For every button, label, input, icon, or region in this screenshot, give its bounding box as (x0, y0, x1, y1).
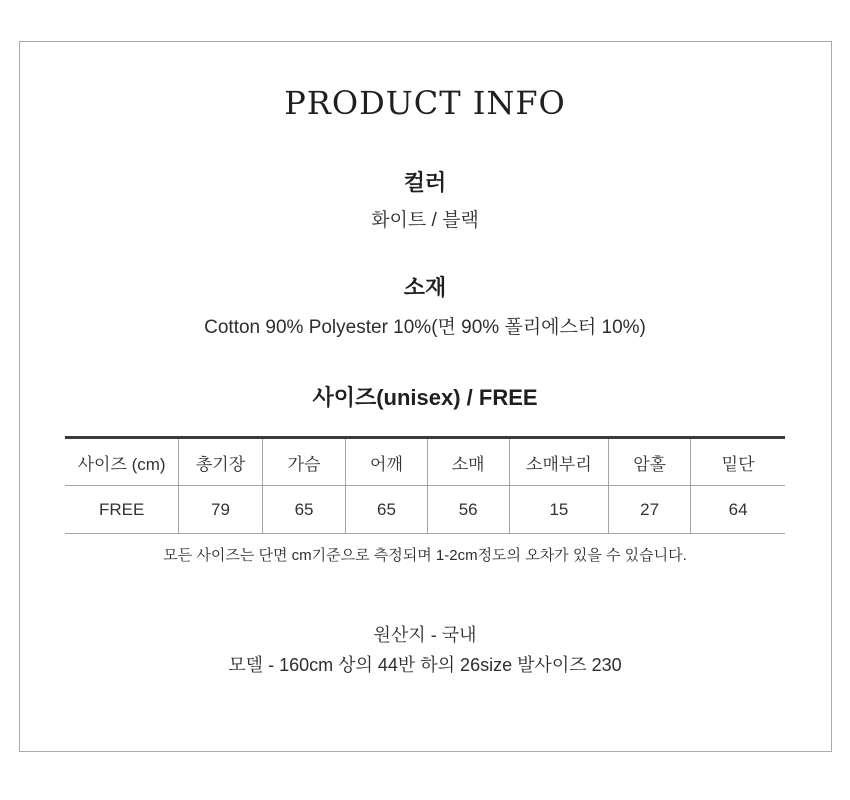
size-cell-hem: 64 (691, 486, 785, 534)
size-cell-sleeve: 56 (427, 486, 509, 534)
model-line: 모델 - 160cm 상의 44반 하의 26size 발사이즈 230 (228, 655, 622, 675)
size-table-header-cuff: 소매부리 (509, 438, 608, 486)
size-table-header-total-length: 총기장 (179, 438, 263, 486)
size-table-row-free (65, 486, 785, 534)
size-table-header-size: 사이즈 (cm) (65, 438, 179, 486)
size-table-header-sleeve: 소매 (427, 438, 509, 486)
size-cell-shoulder: 65 (346, 486, 427, 534)
page-title: PRODUCT INFO (284, 84, 566, 122)
size-cell-armhole: 27 (609, 486, 691, 534)
size-section-heading: 사이즈(unisex) / FREE (312, 385, 538, 410)
size-cell-label: FREE (65, 486, 179, 534)
size-measurement-note: 모든 사이즈는 단면 cm기준으로 측정되며 1-2cm정도의 오차가 있을 수 있습니다. (163, 547, 687, 564)
size-table-header-row (65, 438, 785, 486)
size-cell-chest: 65 (262, 486, 346, 534)
color-value: 화이트 / 블랙 (371, 210, 479, 231)
material-section-heading: 소재 (403, 275, 447, 300)
size-table-header-armhole: 암홀 (609, 438, 691, 486)
product-info-card (19, 41, 832, 752)
size-table-header-shoulder: 어깨 (346, 438, 427, 486)
size-table-header-chest: 가슴 (262, 438, 346, 486)
size-table-header-hem: 밑단 (691, 438, 785, 486)
size-table (65, 436, 785, 534)
footer-info (20, 620, 831, 680)
origin-line: 원산지 - 국내 (373, 625, 477, 645)
color-section-heading: 컬러 (403, 170, 447, 195)
size-cell-cuff: 15 (509, 486, 608, 534)
size-cell-total-length: 79 (179, 486, 263, 534)
material-value: Cotton 90% Polyester 10%(면 90% 폴리에스터 10%) (204, 317, 646, 338)
